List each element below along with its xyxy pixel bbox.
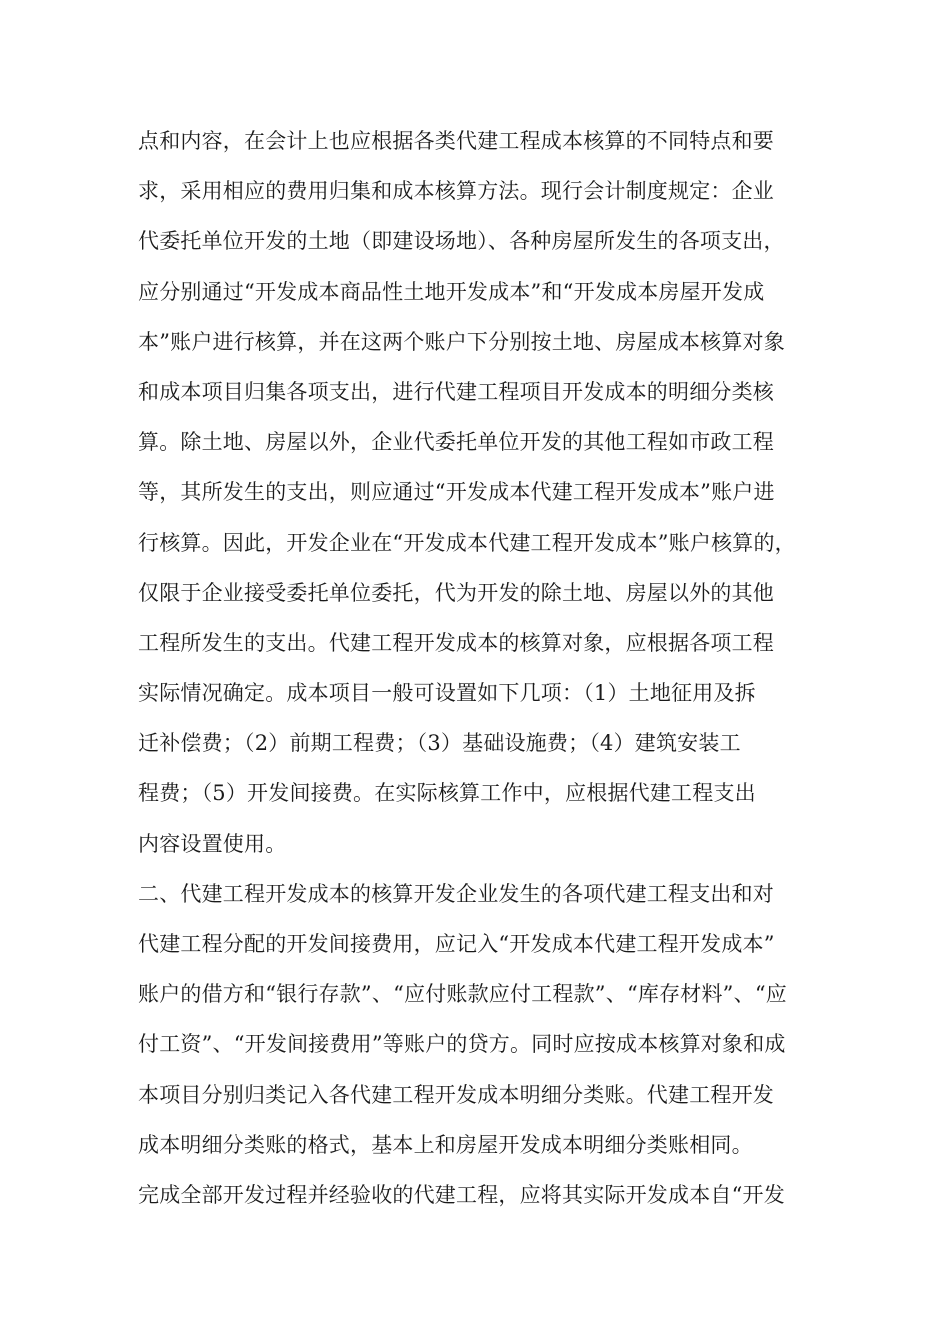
text-line: 工程所发生的支出。代建工程开发成本的核算对象，应根据各项工程 [138, 630, 774, 655]
text-line: 本项目分别归类记入各代建工程开发成本明细分类账。代建工程开发 [138, 1082, 774, 1107]
text-line: 迁补偿费；（2）前期工程费；（3）基础设施费；（4）建筑安装工 [138, 731, 741, 756]
text-line: 本”账户进行核算，并在这两个账户下分别按土地、房屋成本核算对象 [138, 329, 785, 354]
text-line: 算。除土地、房屋以外，企业代委托单位开发的其他工程如市政工程 [138, 430, 774, 455]
text-line: 和成本项目归集各项支出，进行代建工程项目开发成本的明细分类核 [138, 379, 774, 404]
body-text [138, 116, 838, 1220]
text-line: 应分别通过“开发成本商品性土地开发成本”和“开发成本房屋开发成 [138, 279, 765, 304]
text-line: 行核算。因此，开发企业在“开发成本代建工程开发成本”账户核算的， [138, 530, 796, 555]
text-line: 完成全部开发过程并经验收的代建工程，应将其实际开发成本自“开发 [138, 1182, 785, 1207]
text-line: 内容设置使用。 [138, 831, 287, 856]
text-line: 程费；（5）开发间接费。在实际核算工作中，应根据代建工程支出 [138, 781, 756, 806]
text-line: 等，其所发生的支出，则应通过“开发成本代建工程开发成本”账户进 [138, 480, 775, 505]
text-line: 实际情况确定。成本项目一般可设置如下几项：（1）土地征用及拆 [138, 681, 756, 706]
text-line: 求，采用相应的费用归集和成本核算方法。现行会计制度规定：企业 [138, 179, 774, 204]
text-line: 账户的借方和“银行存款”、“应付账款应付工程款”、“库存材料”、“应 [138, 982, 787, 1007]
text-line: 点和内容，在会计上也应根据各类代建工程成本核算的不同特点和要 [138, 129, 774, 153]
text-line: 仅限于企业接受委托单位委托，代为开发的除土地、房屋以外的其他 [138, 580, 774, 605]
text-line: 代委托单位开发的土地（即建设场地）、各种房屋所发生的各项支出， [138, 229, 785, 254]
text-line: 成本明细分类账的格式，基本上和房屋开发成本明细分类账相同。 [138, 1132, 753, 1157]
text-line: 付工资”、“开发间接费用”等账户的贷方。同时应按成本核算对象和成 [138, 1032, 786, 1057]
text-line: 代建工程分配的开发间接费用，应记入“开发成本代建工程开发成本” [138, 932, 775, 956]
section-heading-line: 二、代建工程开发成本的核算开发企业发生的各项代建工程支出和对 [138, 881, 774, 906]
